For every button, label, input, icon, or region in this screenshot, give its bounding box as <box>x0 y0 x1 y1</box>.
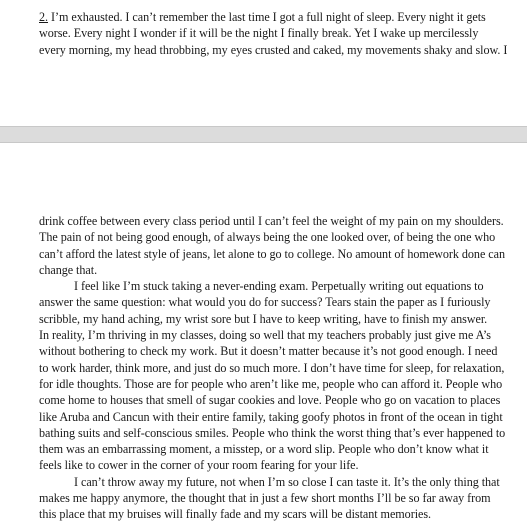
text-line: drink coffee between every class period until I can’t feel the weight of my pain on my shoulders. <box>39 214 504 228</box>
paragraph-start-line: I can’t throw away my future, not when I’m so close I can taste it. It’s the only thing that <box>74 474 500 489</box>
text-line: come home to houses that smell of sugar cookies and love. People who go on vacation to places <box>39 393 501 408</box>
page-1-text <box>39 9 509 58</box>
page-2-text <box>39 213 509 523</box>
text-line: scribble, my hand aching, my wrist sore but I have to keep writing, have to finish my answer. <box>39 311 488 326</box>
text-line: The pain of not being good enough, of always being the one looked over, of being the one who <box>39 230 496 245</box>
text-line: 2. I’m exhausted. I can’t remember the last time I got a full night of sleep. Every night it gets <box>39 10 486 24</box>
text-line: change that. <box>39 262 98 277</box>
page-break-separator <box>0 126 527 143</box>
text-line: bathing suits and self-conscious smiles. People who think the worst thing that’s ever happened to <box>39 425 506 440</box>
text-line: without bothering to check my work. But it doesn’t matter because it’s not good enough. I need <box>39 344 498 359</box>
text-line: answer the same question: what would you do for success? Tears stain the paper as I furiously <box>39 295 491 310</box>
text-line: feels like to cower in the corner of your room fearing for your life. <box>39 458 359 473</box>
paragraph-start-line: I feel like I’m stuck taking a never-ending exam. Perpetually writing out equations to <box>74 279 484 294</box>
text-line: worse. Every night I wonder if it will be the night I finally break. Yet I wake up mercilessly <box>39 26 479 41</box>
section-number: 2. <box>39 10 49 24</box>
text-line: to work harder, think more, and just do so much more. I don’t have time for sleep, for relaxation, <box>39 360 505 375</box>
text-line: In reality, I’m thriving in my classes, doing so well that my teachers probably just give me A’s <box>39 328 491 343</box>
text-line: this place that my bruises will finally fade and my scars will be distant memories. <box>39 507 432 522</box>
text-line: every morning, my head throbbing, my eyes crusted and caked, my movements shaky and slow. I <box>39 42 508 57</box>
text-line: for idle thoughts. Those are for people who aren’t like me, people who can afford it. People who <box>39 376 503 391</box>
text-line: like Aruba and Cancun with their entire family, taking goofy photos in front of the ocean in tight <box>39 409 503 424</box>
text-line: them was an embarrassing moment, a misstep, or a word slip. People who don’t know what it <box>39 442 489 457</box>
text-line: can’t afford the latest style of jeans, let alone to go to college. No amount of homework done can <box>39 246 505 261</box>
text-line: makes me happy anymore, the thought that in just a few short months I’ll be so far away from <box>39 491 491 506</box>
document-page-1 <box>0 0 527 126</box>
